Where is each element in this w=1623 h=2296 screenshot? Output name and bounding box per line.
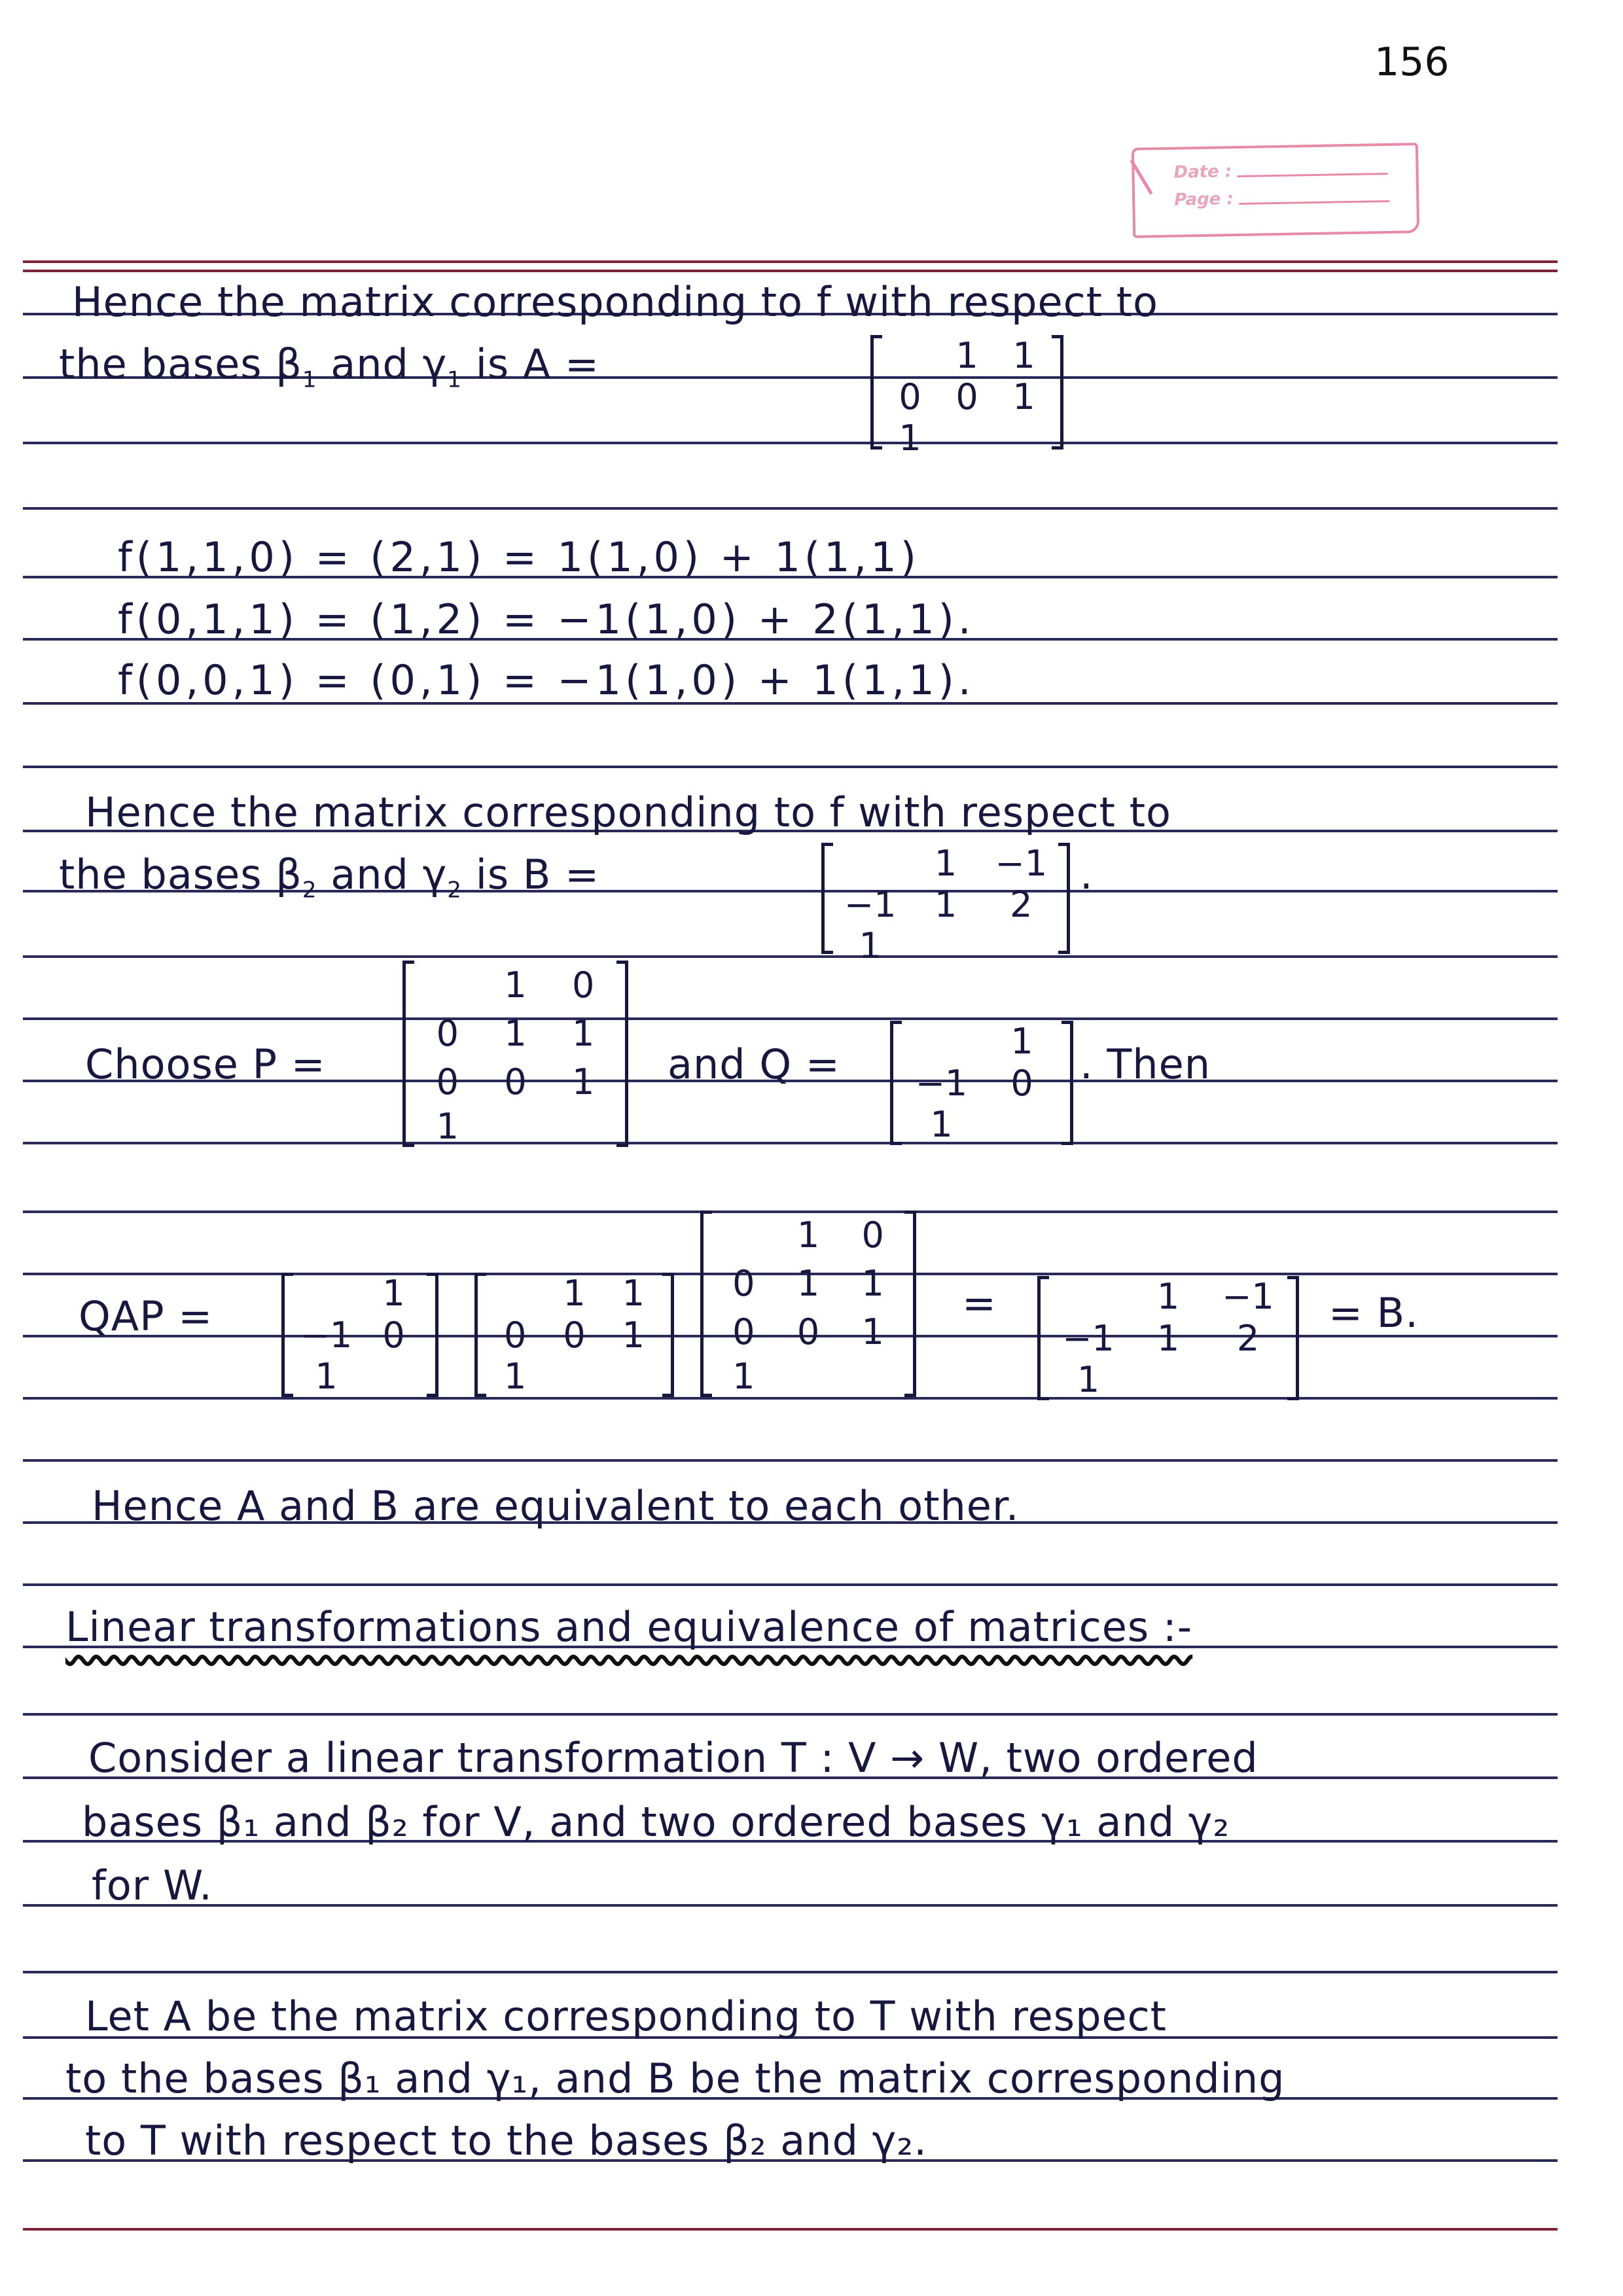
- block2-line2: the bases $\beta_2$ and $\gamma_2$ is B =: [59, 851, 600, 904]
- ruled-line: [23, 1142, 1558, 1144]
- section-heading: Linear transformations and equivalence of matrices :-: [65, 1603, 1193, 1651]
- choose-suffix: . Then: [1080, 1040, 1211, 1088]
- matrix-P: 1 0 0 1 1 0 0 1 1: [402, 961, 628, 1147]
- ruled-line: [23, 1017, 1558, 1020]
- matrix-P-product: 1 0 0 1 1 0 0 1 1: [700, 1210, 916, 1397]
- ruled-line: [23, 1713, 1558, 1716]
- paragraph1-line2: bases β₁ and β₂ for V, and two ordered bases γ₁ and γ₂: [82, 1798, 1230, 1846]
- ruled-line: [23, 766, 1558, 768]
- pin-icon: [1130, 150, 1168, 194]
- margin-rule: [23, 270, 1558, 272]
- matrix-B: 1 −1 −1 1 2 1: [821, 843, 1070, 954]
- ruled-line: [23, 1904, 1558, 1907]
- paragraph1-line3: for W.: [92, 1862, 213, 1909]
- product-rhs: = B.: [1329, 1289, 1419, 1337]
- ruled-line: [23, 1397, 1558, 1400]
- paragraph2-line1: Let A be the matrix corresponding to T with respect: [85, 1992, 1167, 2040]
- ruled-line: [23, 1459, 1558, 1462]
- product-lhs: QAP =: [79, 1292, 213, 1340]
- equation-1: f(1,1,0) = (2,1) = 1(1,0) + 1(1,1): [118, 533, 920, 581]
- margin-rule: [23, 260, 1558, 263]
- equation-3: f(0,0,1) = (0,1) = −1(1,0) + 1(1,1).: [118, 656, 975, 704]
- block2-trail: .: [1080, 851, 1094, 898]
- ruled-line: [23, 955, 1558, 958]
- product-equals: =: [962, 1279, 997, 1327]
- matrix-A: 1 1 0 0 1 1: [870, 335, 1063, 450]
- equation-2: f(0,1,1) = (1,2) = −1(1,0) + 2(1,1).: [118, 595, 975, 643]
- block2-line1: Hence the matrix corresponding to f with respect to: [85, 788, 1171, 836]
- stamp-page-label: Page :: [1173, 189, 1234, 210]
- matrix-result: 1 −1 −1 1 2 1: [1037, 1276, 1299, 1400]
- conclusion: Hence A and B are equivalent to each other.: [92, 1482, 1020, 1530]
- bottom-rule: [23, 2228, 1558, 2231]
- choose-prefix: Choose P =: [85, 1040, 326, 1088]
- stamp-date-label: Date :: [1173, 162, 1232, 183]
- ruled-line: [23, 442, 1558, 444]
- ruled-line: [23, 1971, 1558, 1973]
- matrix-Q: 1 −1 0 1: [890, 1021, 1073, 1145]
- choose-and-label: and Q =: [668, 1040, 840, 1088]
- paragraph2-line2: to the bases β₁ and γ₁, and B be the matrix corresponding: [65, 2055, 1285, 2102]
- ruled-line: [23, 507, 1558, 510]
- paragraph1-line1: Consider a linear transformation T : V → W, two ordered: [88, 1734, 1258, 1782]
- page-number: 156: [1374, 39, 1450, 85]
- paragraph2-line3: to T with respect to the bases β₂ and γ₂.: [85, 2117, 927, 2164]
- block1-line2: the bases $\beta_1$ and $\gamma_1$ is A =: [59, 340, 599, 393]
- matrix-Q-product: 1 −1 0 1: [281, 1273, 438, 1397]
- date-page-stamp: [1132, 143, 1419, 238]
- block1-line1: Hence the matrix corresponding to f with respect to: [72, 278, 1158, 326]
- matrix-A-product: 1 1 0 0 1 1: [474, 1273, 674, 1397]
- ruled-line: [23, 1583, 1558, 1586]
